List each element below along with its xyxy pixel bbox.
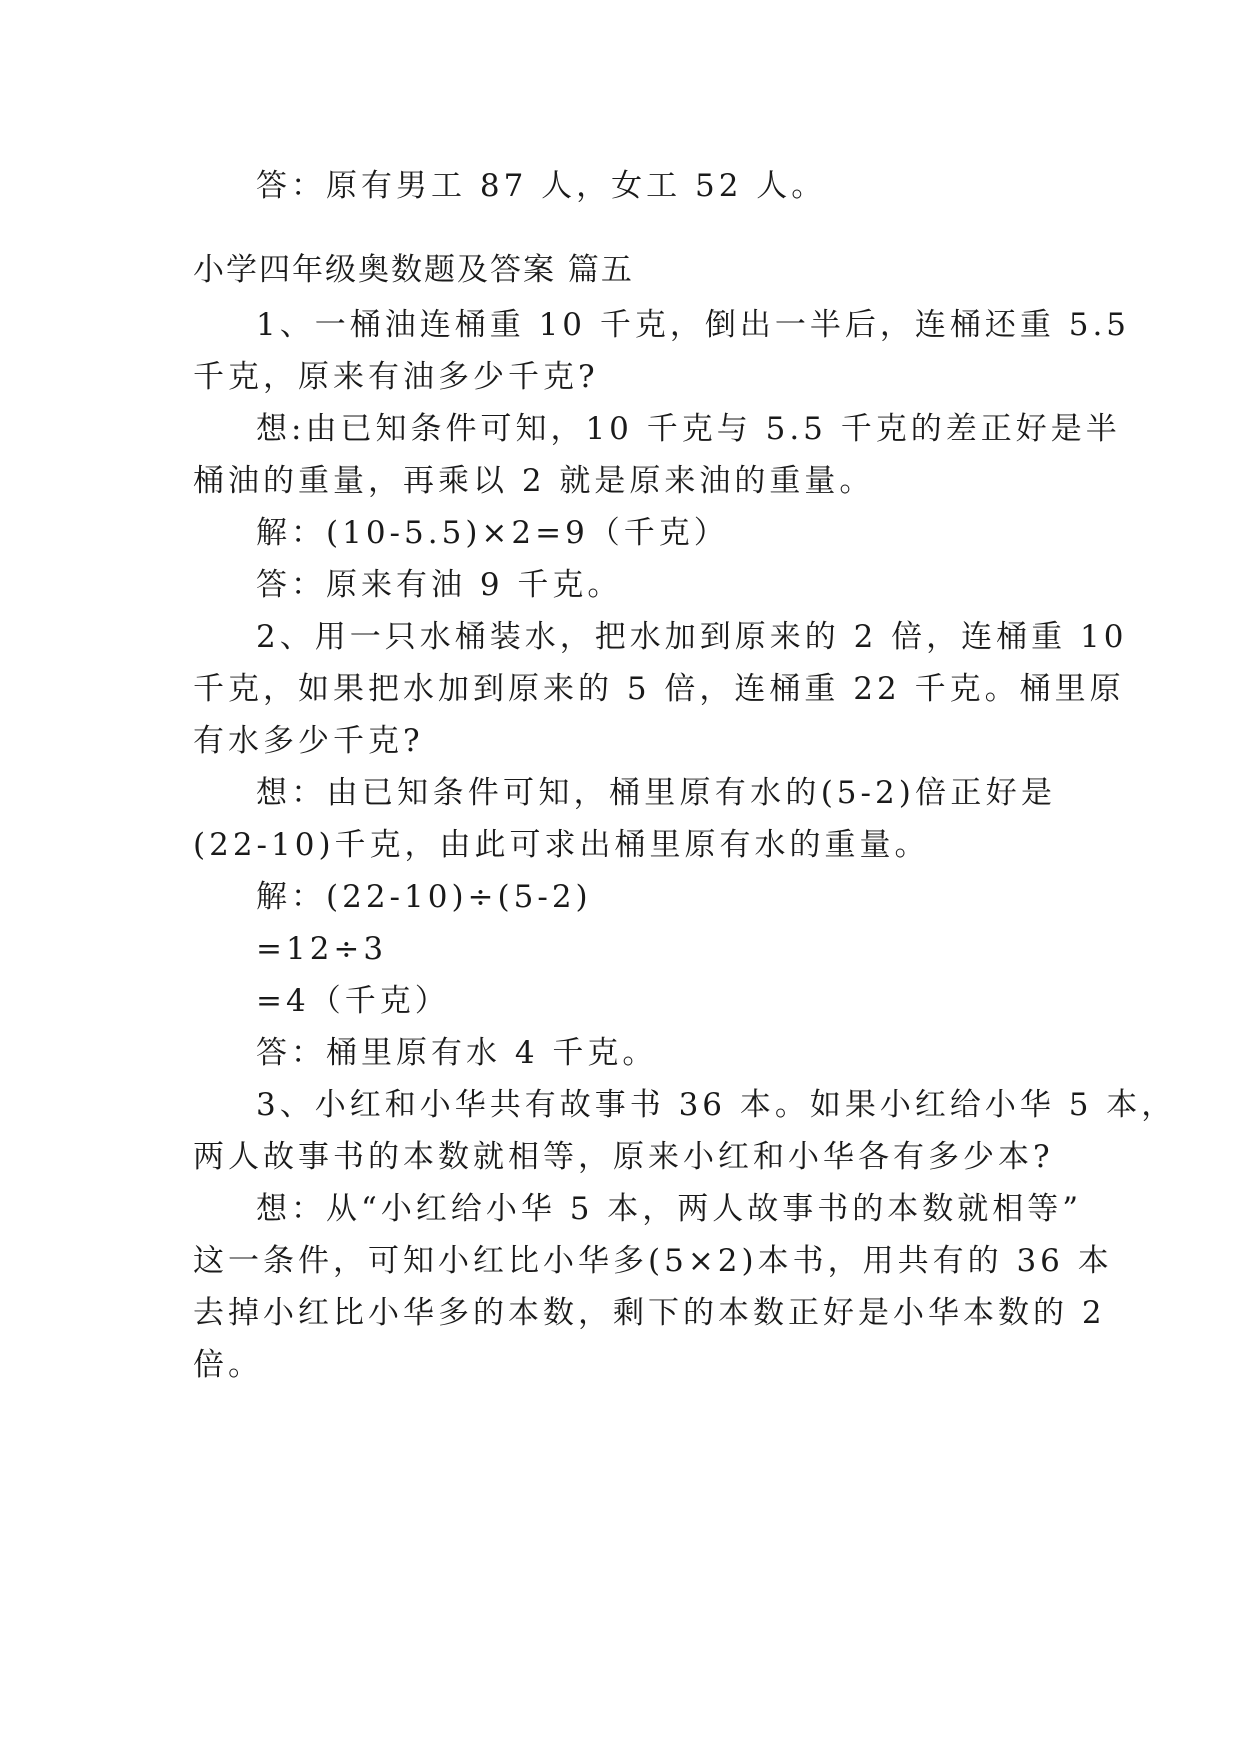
- thought-3-line-2: 这一条件，可知小红比小华多(5×2)本书，用共有的 36 本: [193, 1243, 1113, 1279]
- question-3-line-2: 两人故事书的本数就相等，原来小红和小华各有多少本?: [193, 1139, 1054, 1175]
- question-3-line-1: 3、小红和小华共有故事书 36 本。如果小红给小华 5 本，: [256, 1087, 1177, 1123]
- thought-3-line-4: 倍。: [193, 1347, 263, 1383]
- answer-2: 答：桶里原有水 4 千克。: [256, 1035, 658, 1071]
- answer-1: 答：原来有油 9 千克。: [256, 567, 623, 603]
- thought-1-line-2: 桶油的重量，再乘以 2 就是原来油的重量。: [193, 463, 875, 499]
- thought-1-line-1: 想:由已知条件可知，10 千克与 5.5 千克的差正好是半: [256, 411, 1121, 447]
- solution-2-line-1: 解：(22-10)÷(5-2): [256, 879, 592, 915]
- thought-3-line-1: 想：从“小红给小华 5 本，两人故事书的本数就相等”: [256, 1191, 1083, 1227]
- question-2-line-1: 2、用一只水桶装水，把水加到原来的 2 倍，连桶重 10: [256, 619, 1128, 655]
- section-heading: 小学四年级奥数题及答案 篇五: [193, 252, 634, 288]
- thought-3-line-3: 去掉小红比小华多的本数，剩下的本数正好是小华本数的 2: [193, 1295, 1106, 1331]
- thought-2-line-2: (22-10)千克，由此可求出桶里原有水的重量。: [193, 827, 930, 863]
- answer-line: 答：原有男工 87 人，女工 52 人。: [256, 168, 827, 204]
- thought-2-line-1: 想：由已知条件可知，桶里原有水的(5-2)倍正好是: [256, 775, 1056, 811]
- question-2-line-3: 有水多少千克?: [193, 723, 424, 759]
- question-1-line-1: 1、一桶油连桶重 10 千克，倒出一半后，连桶还重 5.5: [256, 307, 1131, 343]
- solution-1: 解：(10-5.5)×2=9（千克）: [256, 515, 729, 551]
- solution-2-line-3: =4（千克）: [256, 983, 450, 1019]
- solution-2-line-2: =12÷3: [256, 931, 388, 967]
- question-1-line-2: 千克，原来有油多少千克?: [193, 359, 599, 395]
- question-2-line-2: 千克，如果把水加到原来的 5 倍，连桶重 22 千克。桶里原: [193, 671, 1125, 707]
